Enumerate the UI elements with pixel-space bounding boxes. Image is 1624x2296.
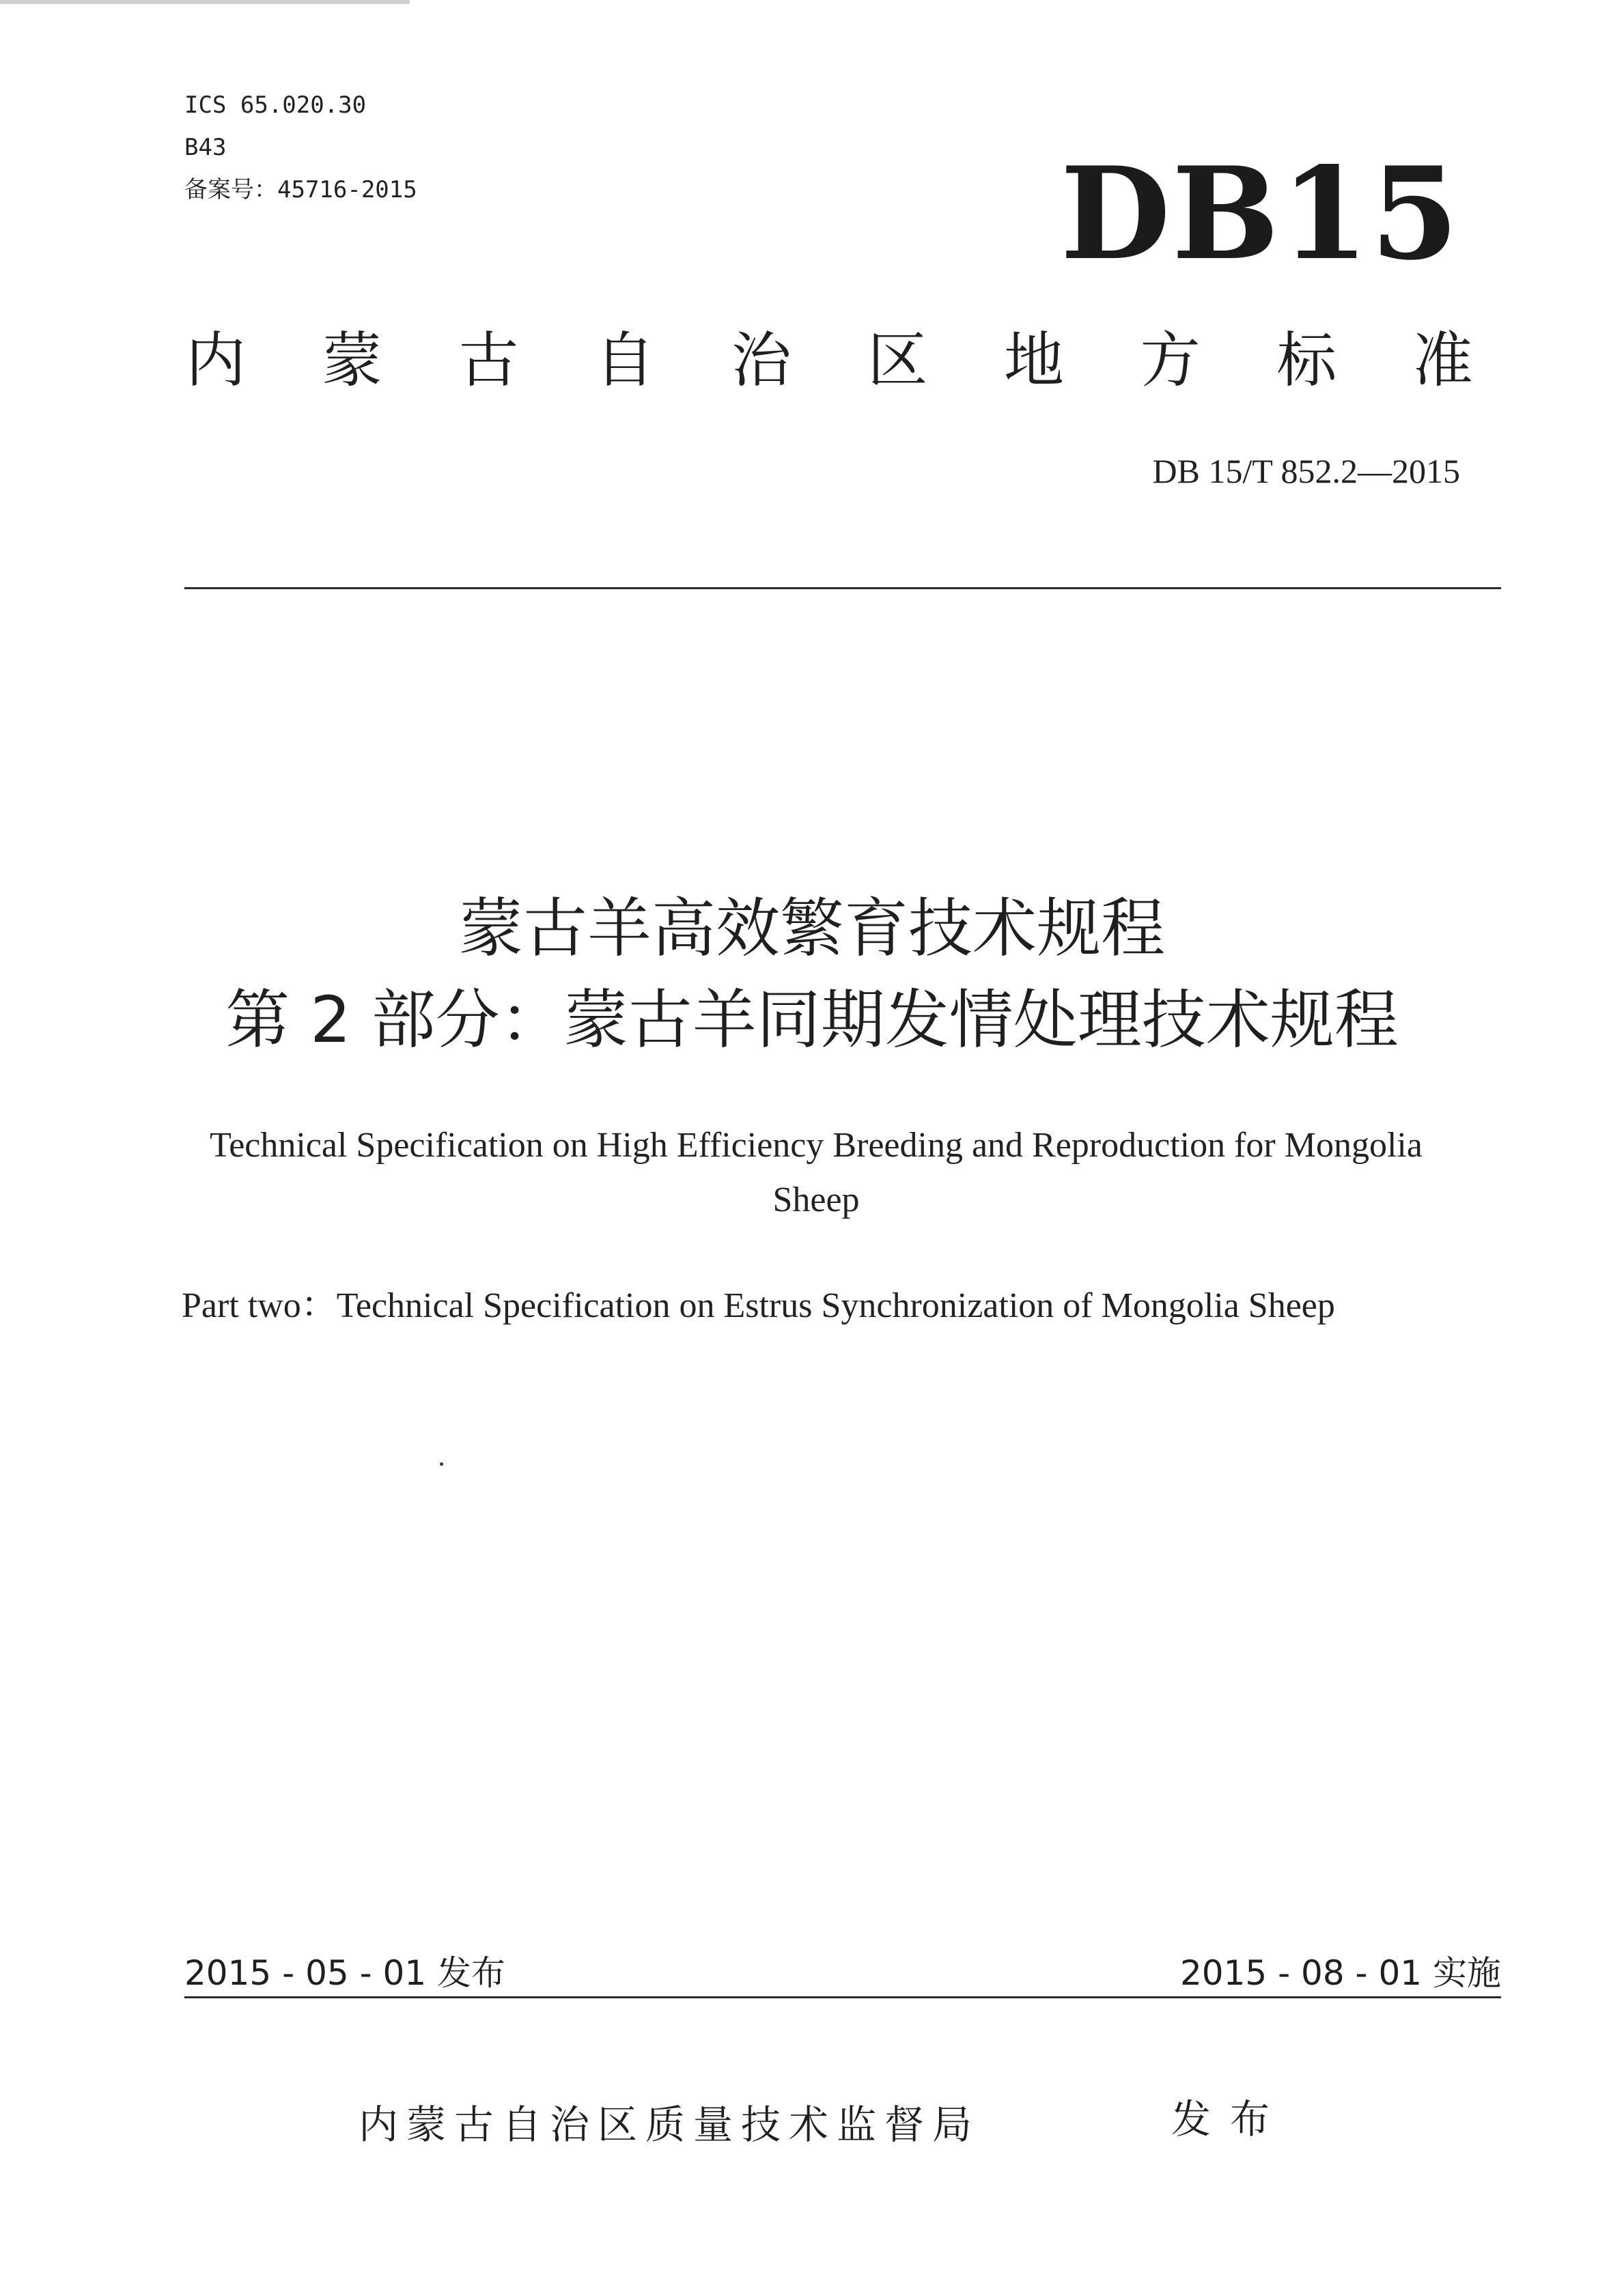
title-cn-part: 第 2 部分：蒙古羊同期发情处理技术规程: [225, 983, 1399, 1058]
scan-speck: [440, 1462, 443, 1466]
db15-logo: DB15: [1060, 139, 1460, 288]
title-cn-main: 蒙古羊高效繁育技术规程: [458, 892, 1165, 966]
title-en-main-cont: Sheep: [772, 1180, 860, 1219]
standard-type: [186, 326, 1473, 395]
header-divider: [184, 587, 1501, 589]
classification-code: B43: [184, 134, 227, 161]
standard-type-char: 区: [867, 325, 928, 395]
publish-date: 2015 - 05 - 01 发布: [184, 1953, 506, 1993]
scan-edge: [0, 0, 410, 4]
standard-type-char: 自: [594, 325, 655, 395]
standard-type-char: 地: [1003, 325, 1064, 395]
standard-number: DB 15/T 852.2—2015: [1152, 452, 1460, 490]
standard-type-char: 古: [458, 325, 519, 395]
effective-date: 2015 - 08 - 01 实施: [1179, 1953, 1501, 1993]
standard-type-char: 蒙: [322, 325, 382, 395]
footer-divider: [184, 1996, 1501, 1998]
standard-type-char: 方: [1140, 325, 1201, 395]
standard-type-char: 准: [1412, 325, 1473, 395]
standard-type-char: 标: [1276, 325, 1337, 395]
ics-code: ICS 65.020.30: [184, 91, 367, 119]
title-en-part: Part two：Technical Specification on Estrus Synchronization of Mongolia Sheep: [182, 1286, 1335, 1325]
standard-type-char: 内: [186, 325, 247, 395]
standard-type-char: 治: [731, 325, 792, 395]
issuing-authority: 内蒙古自治区质量技术监督局: [359, 2101, 981, 2148]
title-en-main: Technical Specification on High Efficiency Breeding and Reproduction for Mongolia: [210, 1126, 1423, 1165]
issue-label: 发布: [1171, 2096, 1289, 2142]
filing-number: 备案号：45716-2015: [184, 176, 417, 203]
